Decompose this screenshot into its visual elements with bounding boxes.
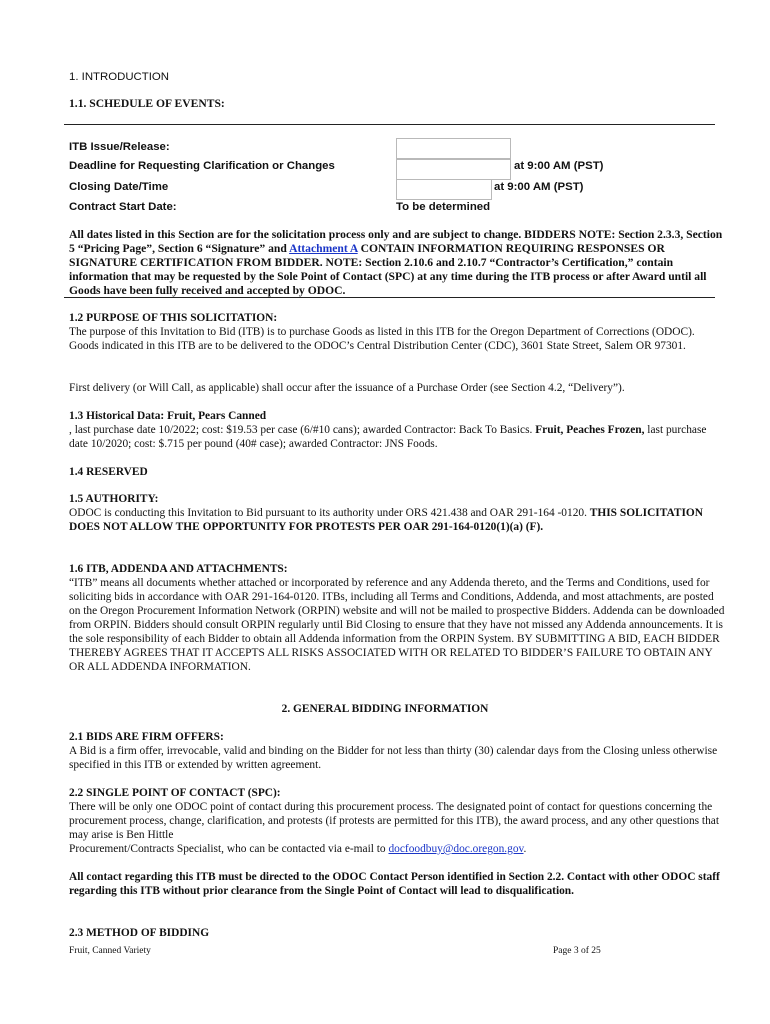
notice-text-2: CONTAIN INFORMATION REQUIRING RESPONSES OR SIGNATURE CERTIFICATION FROM BIDDER. NOTE: Section 2.10.6 and 2.10.7 “Contractor’s Certification,” contain information that may be requested by the Sole Point of Contact (SPC) at any time during the ITB process or after Award until all Goods have been fully received and accepted by ODOC. <box>69 242 707 297</box>
historical-data-heading: 1.3 Historical Data: Fruit, Pears Canned <box>69 410 267 422</box>
schedule-label-contract-start: Contract Start Date: <box>69 201 177 213</box>
notice-text-1: All dates listed in this Section are for the solicitation process only and are subject to change. BIDDERS NOTE: Section 2.3.3, Section 5 “Pricing Page”, Section 6 “Signature” and <box>69 228 723 255</box>
issue-date-field[interactable] <box>396 138 511 159</box>
spc-contact-end: . <box>523 843 527 855</box>
spc-heading: 2.2 SINGLE POINT OF CONTACT (SPC): <box>69 787 281 799</box>
section-title-introduction: 1. INTRODUCTION <box>69 71 169 83</box>
spc-body: There will be only one ODOC point of contact during this procurement process. The designated point of contact for questions concerning the procurement process, change, clarification, and protests (if protests are permitted for this ITB), the award process, and any other questions that may arise is Ben Hittle <box>69 801 720 841</box>
footer-page-number: Page 3 of 25 <box>553 946 601 956</box>
spc-contact <box>69 842 725 856</box>
itb-addenda-heading: 1.6 ITB, ADDENDA AND ATTACHMENTS: <box>69 563 288 575</box>
authority-bold: THIS SOLICITATION DOES NOT ALLOW THE OPPORTUNITY FOR PROTESTS PER OAR 291-164-0120(1)(a) (F). <box>69 507 703 533</box>
closing-time: at 9:00 AM (PST) <box>494 181 584 193</box>
itb-addenda-body: “ITB” means all documents whether attached or incorporated by reference and any Addenda thereto, and the Terms and Conditions, used for soliciting bids in accordance with OAR 291-164-0120. ITBs, including all Terms and Conditions, Addenda, and most attachments, are posted on the Oregon Procurement Information Network (ORPIN) website and will not be mailed to prospective Bidders. Addenda can be downloaded from ORPIN. Bidders should consult ORPIN regularly until Bid Closing to ensure that they have not missed any Addenda announcements. It is the sole responsibility of each Bidder to obtain all Addenda information from the ORPIN System. BY SUBMITTING A BID, EACH BIDDER THEREBY AGREES THAT IT ACCEPTS ALL RISKS ASSOCIATED WITH OR RELATED TO BIDDER’S FAILURE TO OBTAIN ANY OR ALL ADDENDA INFORMATION. <box>69 577 725 673</box>
historical-bold-item: Fruit, Peaches Frozen, <box>535 424 645 436</box>
contract-start-value: To be determined <box>396 201 491 213</box>
deadline-date-field[interactable] <box>396 159 511 180</box>
deadline-time: at 9:00 AM (PST) <box>514 160 604 172</box>
schedule-label-closing: Closing Date/Time <box>69 181 169 193</box>
historical-text-2: last purchase date 10/2020; cost: $.715 per pound (40# case); awarded Contractor: JNS Foods. <box>69 424 707 450</box>
general-bidding-heading: 2. GENERAL BIDDING INFORMATION <box>281 703 489 715</box>
purpose-body: The purpose of this Invitation to Bid (ITB) is to purchase Goods as listed in this ITB for the Oregon Department of Corrections (ODOC). Goods indicated in this ITB are to be delivered to the ODOC’s Central Distribution Center (CDC), 3601 State Street, Salem OR 97301. <box>69 326 695 352</box>
firm-offers-heading: 2.1 BIDS ARE FIRM OFFERS: <box>69 731 224 743</box>
schedule-label-deadline: Deadline for Requesting Clarification or Changes <box>69 160 335 172</box>
historical-text-1: , last purchase date 10/2022; cost: $19.53 per case (6/#10 cans); awarded Contractor: Back To Basics. <box>69 424 536 436</box>
spc-contact-text: Procurement/Contracts Specialist, who can be contacted via e-mail to <box>69 843 389 855</box>
authority-text: ODOC is conducting this Invitation to Bid pursuant to its authority under ORS 421.438 and OAR 291-164 -0120. <box>69 507 590 519</box>
schedule-heading: 1.1. SCHEDULE OF EVENTS: <box>69 97 225 110</box>
purpose-heading: 1.2 PURPOSE OF THIS SOLICITATION: <box>69 312 278 324</box>
schedule-label-issue: ITB Issue/Release: <box>69 141 170 153</box>
closing-date-field[interactable] <box>396 179 492 200</box>
attachment-a-link[interactable]: Attachment A <box>289 242 358 255</box>
historical-data-body <box>69 423 725 451</box>
reserved-heading: 1.4 RESERVED <box>69 466 148 478</box>
contact-warning: All contact regarding this ITB must be directed to the ODOC Contact Person identified in Section 2.2. Contact with other ODOC staff regarding this ITB without prior clearance from the Single Point of Contact will lead to disqualification. <box>69 871 720 897</box>
notice-divider <box>64 297 715 298</box>
top-divider <box>64 124 715 125</box>
spc-email-link[interactable]: docfoodbuy@doc.oregon.gov <box>388 843 524 855</box>
firm-offers-body: A Bid is a firm offer, irrevocable, valid and binding on the Bidder for not less than thirty (30) calendar days from the Closing unless otherwise specified in this ITB or extended by written agreement. <box>69 745 718 771</box>
method-of-bidding-heading: 2.3 METHOD OF BIDDING <box>69 927 210 939</box>
footer-document-title: Fruit, Canned Variety <box>69 946 151 956</box>
authority-body <box>69 506 725 534</box>
delivery-text: First delivery (or Will Call, as applicable) shall occur after the issuance of a Purchase Order (see Section 4.2, “Delivery”). <box>69 382 625 394</box>
authority-heading: 1.5 AUTHORITY: <box>69 493 159 505</box>
bidders-notice <box>69 228 725 298</box>
